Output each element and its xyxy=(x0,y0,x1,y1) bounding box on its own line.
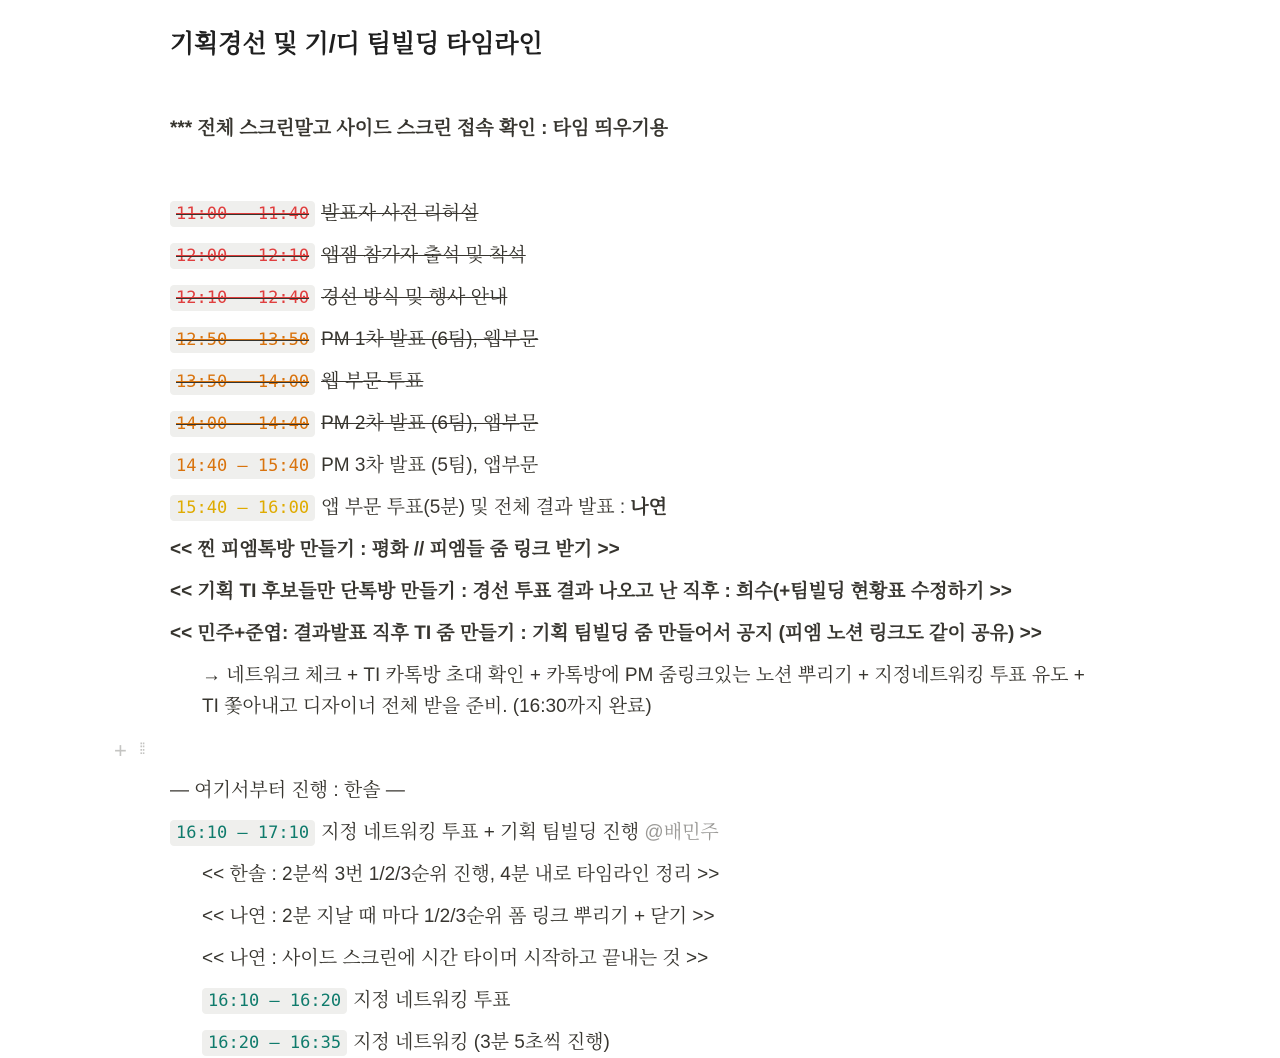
time-code: 12:50 – 13:50 xyxy=(170,327,315,353)
schedule-row xyxy=(170,409,538,439)
sub-schedule-text: 지정 네트워킹 (3분 5초씩 진행) xyxy=(353,1032,610,1053)
schedule-text: 발표자 사전 리허설 xyxy=(321,203,479,224)
time-code: 12:10 – 12:40 xyxy=(170,285,315,311)
time-code: 13:50 – 14:00 xyxy=(170,369,315,395)
divider-text: — 여기서부터 진행 : 한솔 — xyxy=(170,780,405,801)
block-handle[interactable] xyxy=(114,738,144,764)
time-code: 16:10 – 16:20 xyxy=(202,988,347,1014)
schedule-text: 앱 부문 투표(5분) 및 전체 결과 발표 : xyxy=(321,497,631,518)
session-text: 지정 네트워킹 투표 + 기획 팀빌딩 진행 xyxy=(321,822,645,843)
drag-handle-icon[interactable]: ⁞⁞ xyxy=(138,741,144,758)
schedule-row xyxy=(170,241,526,271)
schedule-text: 웹 부문 투표 xyxy=(321,371,424,392)
arrow-note-line2: TI 쫓아내고 디자이너 전체 받을 준비. (16:30까지 완료) xyxy=(202,696,652,717)
presenter-name: 나연 xyxy=(630,497,668,518)
sub-schedule-row xyxy=(202,1028,610,1058)
schedule-row xyxy=(170,199,478,229)
time-code: 16:20 – 16:35 xyxy=(202,1030,347,1056)
sub-schedule-text: 지정 네트워킹 투표 xyxy=(353,990,511,1011)
schedule-text: PM 2차 발표 (6팀), 앱부문 xyxy=(321,413,539,434)
time-code: 14:00 – 14:40 xyxy=(170,411,315,437)
schedule-row xyxy=(170,451,538,481)
page-title: 기획경선 및 기/디 팀빌딩 타임라인 xyxy=(170,30,543,58)
sub-note-1: << 한솔 : 2분씩 3번 1/2/3순위 진행, 4분 내로 타임라인 정리 >> xyxy=(202,864,720,885)
schedule-row xyxy=(170,325,538,355)
note-bold-1: << 찐 피엠톡방 만들기 : 평화 // 피엠들 줌 링크 받기 >> xyxy=(170,539,620,560)
time-code: 11:00 – 11:40 xyxy=(170,201,315,227)
session-row xyxy=(170,818,719,848)
time-code: 16:10 – 17:10 xyxy=(170,820,315,846)
schedule-text: PM 3차 발표 (5팀), 앱부문 xyxy=(321,455,539,476)
schedule-text: 앱잼 참가자 출석 및 착석 xyxy=(321,245,526,266)
note-line: *** 전체 스크린말고 사이드 스크린 접속 확인 : 타임 띄우기용 xyxy=(170,118,669,139)
schedule-text: 경선 방식 및 행사 안내 xyxy=(321,287,508,308)
sub-schedule-row xyxy=(202,986,510,1016)
time-code: 12:00 – 12:10 xyxy=(170,243,315,269)
add-block-icon[interactable]: + xyxy=(114,738,127,763)
time-code: 14:40 – 15:40 xyxy=(170,453,315,479)
schedule-text: PM 1차 발표 (6팀), 웹부문 xyxy=(321,329,539,350)
note-bold-2: << 기획 TI 후보들만 단톡방 만들기 : 경선 투표 결과 나오고 난 직후 : 희수(+팀빌딩 현황표 수정하기 >> xyxy=(170,581,1012,602)
note-bold-3: << 민주+준엽: 결과발표 직후 TI 줌 만들기 : 기획 팀빌딩 줌 만들어서 공지 (피엠 노션 링크도 같이 공유) >> xyxy=(170,623,1042,644)
schedule-row xyxy=(170,493,667,523)
sub-note-3: << 나연 : 사이드 스크린에 시간 타이머 시작하고 끝내는 것 >> xyxy=(202,948,709,969)
schedule-row xyxy=(170,367,423,397)
time-code: 15:40 – 16:00 xyxy=(170,495,315,521)
arrow-note-line1: → 네트워크 체크 + TI 카톡방 초대 확인 + 카톡방에 PM 줌링크있는 노션 뿌리기 + 지정네트워킹 투표 유도 + xyxy=(202,665,1085,686)
sub-note-2: << 나연 : 2분 지날 때 마다 1/2/3순위 폼 링크 뿌리기 + 닫기 >> xyxy=(202,906,715,927)
schedule-row xyxy=(170,283,507,313)
user-mention[interactable]: @배민주 xyxy=(644,822,719,843)
